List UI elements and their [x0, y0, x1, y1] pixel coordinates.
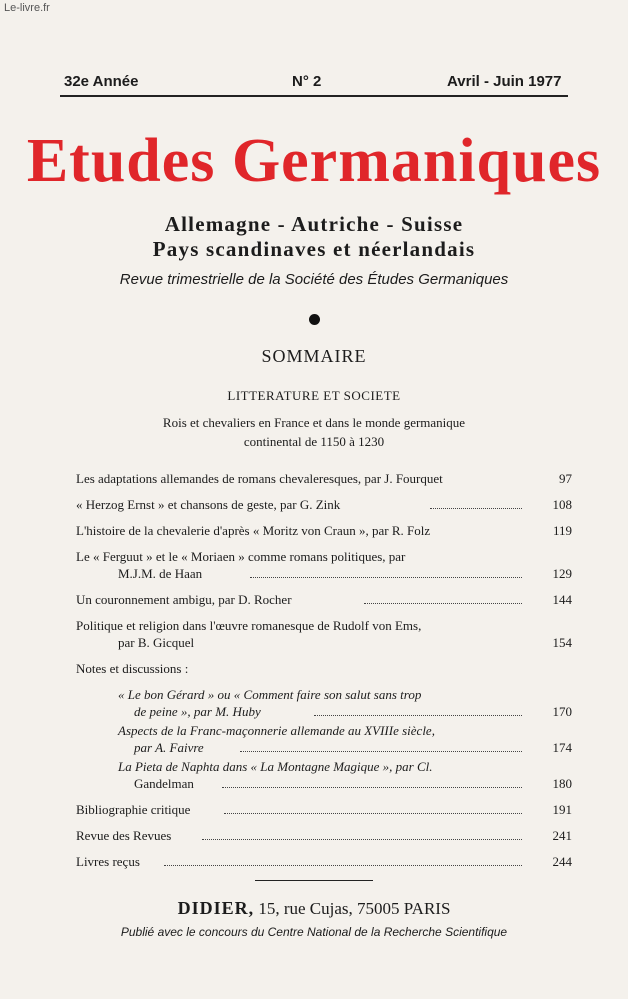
rubrique-2: [76, 827, 171, 844]
notes-heading: [76, 660, 188, 677]
publisher-address: 15, rue Cujas, 75005 PARIS: [258, 899, 451, 918]
leader-dots: [202, 839, 522, 840]
toc-entry-page: 144: [552, 592, 572, 607]
note-page: 170: [552, 704, 572, 719]
leader-dots: [314, 715, 522, 716]
rubrique-3: [76, 853, 140, 870]
issue-number: N° 2: [292, 73, 322, 90]
toc-entry-5: [76, 591, 292, 608]
toc-entry-3: [76, 522, 430, 539]
watermark: Le-livre.fr: [4, 2, 50, 14]
issue-date: Avril - Juin 1977: [447, 73, 562, 90]
section-title: LITTERATURE ET SOCIETE: [227, 388, 401, 403]
toc-entry-text: Le « Ferguut » et le « Moriaen » comme romans politiques, par: [76, 549, 406, 564]
toc-entry-page: 108: [552, 497, 572, 512]
rubrique-page: 241: [552, 828, 572, 843]
toc-entry-page: 154: [552, 635, 572, 650]
note-text: La Pieta de Naphta dans « La Montagne Magique », par Cl.: [118, 759, 433, 774]
note-text: par A. Faivre: [134, 740, 204, 755]
note-page: 174: [552, 740, 572, 755]
note-text: « Le bon Gérard » ou « Comment faire son salut sans trop: [118, 687, 422, 702]
leader-dots: [224, 813, 522, 814]
note-page: 180: [552, 776, 572, 791]
rubrique-text: Bibliographie critique: [76, 802, 191, 817]
leader-dots: [364, 603, 522, 604]
cnrs-note: Publié avec le concours du Centre National de la Recherche Scientifique: [120, 925, 508, 939]
note-item-2: [118, 722, 435, 739]
rubrique-1: [76, 801, 190, 818]
note-text: Aspects de la Franc-maçonnerie allemande au XVIIIe siècle,: [118, 723, 435, 738]
issue-year: 32e Année: [64, 73, 139, 90]
header-rule: [60, 95, 568, 97]
note-item-3-cont: [134, 775, 194, 792]
toc-entry-6: [76, 617, 421, 634]
regions-line-1: Allemagne - Autriche - Suisse: [164, 212, 464, 236]
rubrique-text: Livres reçus: [76, 854, 140, 869]
toc-entry-page: 97: [559, 471, 572, 486]
note-item-2-cont: [134, 739, 204, 756]
toc-entry-4: [76, 548, 405, 565]
publisher-name: DIDIER,: [177, 898, 255, 918]
note-item-1-cont: [134, 703, 261, 720]
toc-entry-page: 119: [552, 523, 572, 538]
regions-line-2: Pays scandinaves et néerlandais: [152, 237, 476, 261]
note-item-1: [118, 686, 421, 703]
leader-dots: [164, 865, 522, 866]
notes-heading-text: Notes et discussions :: [76, 661, 189, 676]
note-item-3: [118, 758, 433, 775]
toc-entry-4-cont: [118, 565, 202, 582]
leader-dots: [430, 508, 522, 509]
bullet-ornament: [309, 314, 320, 325]
sommaire-heading: SOMMAIRE: [261, 346, 367, 366]
toc-entry-text: par B. Gicquel: [118, 635, 195, 650]
rubrique-page: 244: [552, 854, 572, 869]
toc-entry-text: Politique et religion dans l'œuvre romanesque de Rudolf von Ems,: [76, 618, 422, 633]
leader-dots: [222, 787, 522, 788]
toc-entry-page: 129: [552, 566, 572, 581]
revue-subtitle: Revue trimestrielle de la Société des Études Germaniques: [119, 271, 509, 288]
note-text: Gandelman: [134, 776, 194, 791]
leader-dots: [240, 751, 522, 752]
toc-entry-1: [76, 470, 443, 487]
toc-entry-text: L'histoire de la chevalerie d'après « Moritz von Craun », par R. Folz: [76, 523, 431, 538]
section-subtitle-1: Rois et chevaliers en France et dans le monde germanique: [162, 415, 466, 430]
toc-entry-text: Un couronnement ambigu, par D. Rocher: [76, 592, 292, 607]
journal-title: Etudes Germaniques: [26, 127, 602, 195]
footer-rule: [255, 880, 373, 881]
leader-dots: [250, 577, 522, 578]
section-subtitle-2: continental de 1150 à 1230: [243, 434, 385, 449]
rubrique-text: Revue des Revues: [76, 828, 172, 843]
note-text: de peine », par M. Huby: [134, 704, 261, 719]
publisher-line: [0, 898, 628, 919]
rubrique-page: 191: [552, 802, 572, 817]
toc-entry-text: M.J.M. de Haan: [118, 566, 203, 581]
toc-entry-2: [76, 496, 340, 513]
toc-entry-6-cont: [118, 634, 194, 651]
toc-entry-text: Les adaptations allemandes de romans chevaleresques, par J. Fourquet: [76, 471, 443, 486]
toc-entry-text: « Herzog Ernst » et chansons de geste, par G. Zink: [76, 497, 341, 512]
